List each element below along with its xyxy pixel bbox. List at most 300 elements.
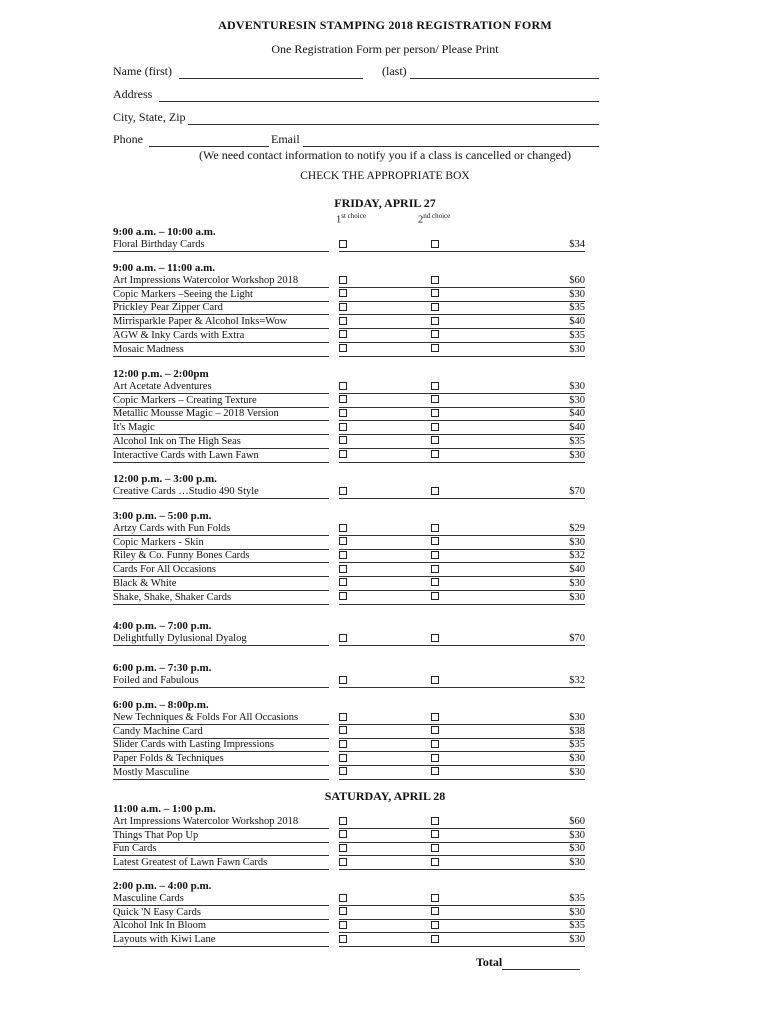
class-name: Cards For All Occasions	[113, 564, 329, 577]
class-row	[113, 344, 585, 357]
first-choice-checkbox[interactable]	[339, 830, 347, 838]
email-label: Email	[271, 132, 300, 146]
class-price: $35	[556, 893, 585, 906]
class-row	[113, 289, 585, 302]
second-choice-checkbox[interactable]	[431, 289, 439, 297]
day-heading: SATURDAY, APRIL 28	[324, 789, 446, 803]
second-choice-checkbox[interactable]	[431, 676, 439, 684]
first-choice-checkbox[interactable]	[339, 767, 347, 775]
first-choice-checkbox-cell	[339, 564, 414, 577]
first-choice-checkbox-cell	[339, 316, 414, 329]
first-choice-checkbox-cell	[339, 857, 414, 870]
class-name: Metallic Mousse Magic – 2018 Version	[113, 408, 329, 421]
first-choice-checkbox-cell	[339, 550, 414, 563]
first-choice-checkbox[interactable]	[339, 537, 347, 545]
second-choice-checkbox-cell	[431, 934, 506, 947]
first-choice-checkbox-cell	[339, 422, 414, 435]
first-choice-checkbox[interactable]	[339, 551, 347, 559]
class-price: $30	[556, 395, 585, 408]
underline-spacer	[414, 645, 431, 646]
address-label: Address	[113, 87, 153, 101]
first-choice-checkbox[interactable]	[339, 240, 347, 248]
class-price: $35	[556, 436, 585, 449]
class-price: $30	[556, 934, 585, 947]
class-row	[113, 330, 585, 343]
class-price: $70	[556, 633, 585, 646]
second-choice-checkbox-cell	[431, 408, 506, 421]
class-row	[113, 275, 585, 288]
second-choice-checkbox-cell	[431, 893, 506, 906]
underline-spacer	[506, 604, 556, 605]
class-name: Copic Markers - Skin	[113, 537, 329, 550]
class-row	[113, 422, 585, 435]
class-row	[113, 712, 585, 725]
class-row	[113, 767, 585, 780]
form-title: ADVENTURESIN STAMPING 2018 REGISTRATION FORM	[218, 18, 552, 32]
first-choice-checkbox[interactable]	[339, 754, 347, 762]
second-choice-checkbox[interactable]	[431, 713, 439, 721]
first-choice-checkbox[interactable]	[339, 330, 347, 338]
class-name: Things That Pop Up	[113, 830, 329, 843]
class-name: Mosaic Madness	[113, 344, 329, 357]
second-choice-checkbox-cell	[431, 486, 506, 499]
first-choice-checkbox-cell	[339, 739, 414, 752]
second-choice-checkbox[interactable]	[431, 767, 439, 775]
second-choice-checkbox[interactable]	[431, 844, 439, 852]
class-row	[113, 857, 585, 870]
class-price: $60	[556, 816, 585, 829]
first-choice-checkbox[interactable]	[339, 395, 347, 403]
class-price: $70	[556, 486, 585, 499]
class-name: Interactive Cards with Lawn Fawn	[113, 450, 329, 463]
address-field[interactable]	[159, 101, 599, 102]
city-field-row	[113, 110, 599, 126]
class-row	[113, 564, 585, 577]
class-row	[113, 592, 585, 605]
second-choice-checkbox-cell	[431, 316, 506, 329]
first-choice-checkbox[interactable]	[339, 382, 347, 390]
class-row	[113, 381, 585, 394]
second-choice-checkbox[interactable]	[431, 524, 439, 532]
first-choice-checkbox[interactable]	[339, 276, 347, 284]
class-price: $40	[556, 316, 585, 329]
class-name: Art Impressions Watercolor Workshop 2018	[113, 816, 329, 829]
class-name: Latest Greatest of Lawn Fawn Cards	[113, 857, 329, 870]
class-row	[113, 408, 585, 421]
first-choice-checkbox-cell	[339, 381, 414, 394]
second-choice-checkbox-cell	[431, 712, 506, 725]
class-price: $35	[556, 330, 585, 343]
second-choice-checkbox[interactable]	[431, 330, 439, 338]
class-name: Mirrisparkle Paper & Alcohol Inks=Wow	[113, 316, 329, 329]
second-choice-checkbox-cell	[431, 816, 506, 829]
class-row	[113, 816, 585, 829]
second-choice-checkbox-cell	[431, 592, 506, 605]
class-row	[113, 907, 585, 920]
second-choice-checkbox-cell	[431, 767, 506, 780]
class-row	[113, 316, 585, 329]
first-choice-checkbox[interactable]	[339, 289, 347, 297]
underline-spacer	[506, 498, 556, 499]
first-choice-checkbox[interactable]	[339, 894, 347, 902]
first-choice-checkbox[interactable]	[339, 423, 347, 431]
class-price: $35	[556, 302, 585, 315]
underline-spacer	[506, 687, 556, 688]
first-choice-checkbox-cell	[339, 767, 414, 780]
class-price: $30	[556, 843, 585, 856]
class-price: $30	[556, 450, 585, 463]
first-choice-checkbox-cell	[339, 436, 414, 449]
second-choice-checkbox[interactable]	[431, 907, 439, 915]
name-last-field[interactable]	[410, 78, 599, 79]
underline-spacer	[506, 779, 556, 780]
total-field[interactable]	[502, 959, 580, 970]
time-slot-heading: 2:00 p.m. – 4:00 p.m.	[113, 880, 212, 892]
class-price: $35	[556, 739, 585, 752]
time-slot-heading: 11:00 a.m. – 1:00 p.m.	[113, 803, 216, 815]
class-price: $30	[556, 344, 585, 357]
class-price: $30	[556, 537, 585, 550]
second-choice-checkbox-cell	[431, 302, 506, 315]
class-name: Prickley Pear Zipper Card	[113, 302, 329, 315]
class-price: $30	[556, 289, 585, 302]
class-name: Floral Birthday Cards	[113, 239, 329, 252]
first-choice-checkbox-cell	[339, 675, 414, 688]
second-choice-checkbox-cell	[431, 830, 506, 843]
second-choice-checkbox[interactable]	[431, 726, 439, 734]
name-first-field[interactable]	[179, 78, 363, 79]
class-row	[113, 843, 585, 856]
class-row	[113, 753, 585, 766]
second-choice-checkbox[interactable]	[431, 830, 439, 838]
time-slot-heading: 9:00 a.m. – 10:00 a.m.	[113, 226, 216, 238]
class-price: $32	[556, 550, 585, 563]
day-heading: FRIDAY, APRIL 27	[334, 196, 436, 210]
time-slot-heading: 3:00 p.m. – 5:00 p.m.	[113, 510, 212, 522]
class-row	[113, 920, 585, 933]
second-choice-checkbox-cell	[431, 633, 506, 646]
second-choice-checkbox[interactable]	[431, 754, 439, 762]
first-choice-checkbox-cell	[339, 816, 414, 829]
second-choice-checkbox[interactable]	[431, 537, 439, 545]
first-choice-checkbox-cell	[339, 408, 414, 421]
class-row	[113, 830, 585, 843]
first-choice-checkbox-cell	[339, 275, 414, 288]
total-row	[476, 955, 580, 970]
class-name: Fun Cards	[113, 843, 329, 856]
first-choice-checkbox-cell	[339, 633, 414, 646]
class-name: Artzy Cards with Fun Folds	[113, 523, 329, 536]
class-price: $30	[556, 857, 585, 870]
second-choice-checkbox[interactable]	[431, 578, 439, 586]
name-field-row	[113, 64, 599, 80]
first-choice-checkbox-cell	[339, 537, 414, 550]
time-slot-heading: 9:00 a.m. – 11:00 a.m.	[113, 262, 216, 274]
time-slot-heading: 12:00 p.m. – 3:00 p.m.	[113, 473, 217, 485]
underline-spacer	[414, 498, 431, 499]
second-choice-checkbox-cell	[431, 857, 506, 870]
class-name: Slider Cards with Lasting Impressions	[113, 739, 329, 752]
class-name: Delightfully Dylusional Dyalog	[113, 633, 329, 646]
city-label: City, State, Zip	[113, 110, 186, 124]
first-choice-checkbox[interactable]	[339, 634, 347, 642]
class-name: Mostly Masculine	[113, 767, 329, 780]
second-choice-checkbox[interactable]	[431, 592, 439, 600]
first-choice-checkbox[interactable]	[339, 844, 347, 852]
class-price: $30	[556, 830, 585, 843]
first-choice-checkbox[interactable]	[339, 303, 347, 311]
class-name: Creative Cards …Studio 490 Style	[113, 486, 329, 499]
name-last-label: (last)	[382, 64, 407, 78]
class-name: Art Impressions Watercolor Workshop 2018	[113, 275, 329, 288]
class-name: Copic Markers – Creating Texture	[113, 395, 329, 408]
first-choice-checkbox[interactable]	[339, 713, 347, 721]
second-choice-checkbox[interactable]	[431, 740, 439, 748]
second-choice-checkbox[interactable]	[431, 935, 439, 943]
first-choice-checkbox-cell	[339, 830, 414, 843]
second-choice-checkbox-cell	[431, 381, 506, 394]
class-price: $38	[556, 726, 585, 739]
class-name: Paper Folds & Techniques	[113, 753, 329, 766]
class-price: $40	[556, 564, 585, 577]
underline-spacer	[414, 462, 431, 463]
first-choice-checkbox-cell	[339, 578, 414, 591]
underline-spacer	[506, 645, 556, 646]
class-name: Art Acetate Adventures	[113, 381, 329, 394]
first-choice-checkbox[interactable]	[339, 740, 347, 748]
first-choice-checkbox[interactable]	[339, 726, 347, 734]
second-choice-checkbox-cell	[431, 843, 506, 856]
second-choice-checkbox[interactable]	[431, 382, 439, 390]
class-row	[113, 523, 585, 536]
class-row	[113, 239, 585, 252]
first-choice-checkbox[interactable]	[339, 524, 347, 532]
second-choice-checkbox[interactable]	[431, 423, 439, 431]
class-name: Layouts with Kiwi Lane	[113, 934, 329, 947]
second-choice-checkbox-cell	[431, 275, 506, 288]
second-choice-checkbox[interactable]	[431, 487, 439, 495]
second-choice-checkbox[interactable]	[431, 303, 439, 311]
second-choice-checkbox[interactable]	[431, 436, 439, 444]
underline-spacer	[414, 251, 431, 252]
first-choice-checkbox-cell	[339, 753, 414, 766]
class-name: Alcohol Ink on The High Seas	[113, 436, 329, 449]
first-choice-checkbox-cell	[339, 843, 414, 856]
class-name: Masculine Cards	[113, 893, 329, 906]
total-label: Total	[476, 955, 503, 969]
class-price: $32	[556, 675, 585, 688]
second-choice-checkbox[interactable]	[431, 395, 439, 403]
second-choice-checkbox[interactable]	[431, 894, 439, 902]
class-price: $29	[556, 523, 585, 536]
class-price: $60	[556, 275, 585, 288]
first-choice-checkbox[interactable]	[339, 436, 347, 444]
class-name: Foiled and Fabulous	[113, 675, 329, 688]
first-choice-checkbox[interactable]	[339, 592, 347, 600]
first-choice-checkbox-cell	[339, 486, 414, 499]
class-row	[113, 739, 585, 752]
time-slot-heading: 6:00 p.m. – 7:30 p.m.	[113, 662, 212, 674]
email-field[interactable]	[303, 146, 599, 147]
underline-spacer	[506, 462, 556, 463]
class-row	[113, 450, 585, 463]
class-row	[113, 550, 585, 563]
second-choice-checkbox[interactable]	[431, 858, 439, 866]
second-choice-checkbox[interactable]	[431, 276, 439, 284]
second-choice-header: $2^{nd choice}$	[418, 212, 451, 226]
first-choice-checkbox-cell	[339, 302, 414, 315]
first-choice-header: $1^{st choice}$	[336, 212, 366, 226]
underline-spacer	[414, 604, 431, 605]
first-choice-checkbox-cell	[339, 907, 414, 920]
first-choice-checkbox-cell	[339, 726, 414, 739]
second-choice-checkbox-cell	[431, 907, 506, 920]
first-choice-checkbox[interactable]	[339, 487, 347, 495]
second-choice-checkbox[interactable]	[431, 565, 439, 573]
first-choice-checkbox[interactable]	[339, 450, 347, 458]
class-name: Shake, Shake, Shaker Cards	[113, 592, 329, 605]
second-choice-checkbox[interactable]	[431, 317, 439, 325]
second-choice-checkbox-cell	[431, 436, 506, 449]
class-name: AGW & Inky Cards with Extra	[113, 330, 329, 343]
phone-field[interactable]	[149, 146, 269, 147]
underline-spacer	[414, 869, 431, 870]
class-row	[113, 633, 585, 646]
class-name: Alcohol Ink In Bloom	[113, 920, 329, 933]
second-choice-checkbox-cell	[431, 726, 506, 739]
first-choice-checkbox[interactable]	[339, 907, 347, 915]
first-choice-checkbox[interactable]	[339, 935, 347, 943]
first-choice-checkbox-cell	[339, 289, 414, 302]
first-choice-checkbox-cell	[339, 712, 414, 725]
second-choice-checkbox-cell	[431, 395, 506, 408]
second-choice-checkbox[interactable]	[431, 409, 439, 417]
underline-spacer	[414, 356, 431, 357]
time-slot-heading: 6:00 p.m. – 8:00p.m.	[113, 699, 209, 711]
class-row	[113, 675, 585, 688]
class-name: It's Magic	[113, 422, 329, 435]
second-choice-checkbox[interactable]	[431, 921, 439, 929]
class-name: Black & White	[113, 578, 329, 591]
class-price: $30	[556, 753, 585, 766]
first-choice-checkbox[interactable]	[339, 317, 347, 325]
class-row	[113, 395, 585, 408]
class-price: $30	[556, 578, 585, 591]
first-choice-checkbox[interactable]	[339, 565, 347, 573]
first-choice-checkbox[interactable]	[339, 921, 347, 929]
first-choice-checkbox-cell	[339, 893, 414, 906]
class-row	[113, 578, 585, 591]
first-choice-checkbox-cell	[339, 239, 414, 252]
second-choice-checkbox-cell	[431, 289, 506, 302]
second-choice-checkbox-cell	[431, 330, 506, 343]
class-price: $40	[556, 422, 585, 435]
class-price: $34	[556, 239, 585, 252]
class-price: $35	[556, 920, 585, 933]
class-row	[113, 934, 585, 947]
name-first-label: Name (first)	[113, 64, 172, 78]
second-choice-checkbox-cell	[431, 675, 506, 688]
time-slot-heading: 4:00 p.m. – 7:00 p.m.	[113, 620, 212, 632]
first-choice-checkbox[interactable]	[339, 817, 347, 825]
first-choice-checkbox[interactable]	[339, 409, 347, 417]
class-price: $30	[556, 592, 585, 605]
class-row	[113, 436, 585, 449]
class-name: Candy Machine Card	[113, 726, 329, 739]
second-choice-checkbox-cell	[431, 523, 506, 536]
class-row	[113, 893, 585, 906]
first-choice-checkbox[interactable]	[339, 344, 347, 352]
second-choice-checkbox-cell	[431, 422, 506, 435]
second-choice-checkbox-cell	[431, 344, 506, 357]
underline-spacer	[414, 779, 431, 780]
second-choice-checkbox-cell	[431, 550, 506, 563]
second-choice-checkbox[interactable]	[431, 450, 439, 458]
second-choice-checkbox-cell	[431, 450, 506, 463]
first-choice-checkbox[interactable]	[339, 578, 347, 586]
class-price: $30	[556, 381, 585, 394]
phone-email-row	[113, 132, 599, 148]
first-choice-checkbox-cell	[339, 395, 414, 408]
class-name: Copic Markers –Seeing the Light	[113, 289, 329, 302]
time-slot-heading: 12:00 p.m. – 2:00pm	[113, 368, 209, 380]
class-name: New Techniques & Folds For All Occasions	[113, 712, 329, 725]
class-price: $30	[556, 767, 585, 780]
class-price: $40	[556, 408, 585, 421]
underline-spacer	[414, 946, 431, 947]
second-choice-checkbox[interactable]	[431, 344, 439, 352]
second-choice-checkbox[interactable]	[431, 240, 439, 248]
second-choice-checkbox-cell	[431, 564, 506, 577]
underline-spacer	[506, 946, 556, 947]
form-subtitle: One Registration Form per person/ Please Print	[271, 42, 499, 56]
first-choice-checkbox[interactable]	[339, 858, 347, 866]
first-choice-checkbox-cell	[339, 450, 414, 463]
class-row	[113, 486, 585, 499]
second-choice-checkbox-cell	[431, 920, 506, 933]
underline-spacer	[506, 251, 556, 252]
second-choice-checkbox-cell	[431, 578, 506, 591]
first-choice-checkbox-cell	[339, 592, 414, 605]
check-instruction: CHECK THE APPROPRIATE BOX	[300, 170, 470, 182]
second-choice-checkbox-cell	[431, 537, 506, 550]
second-choice-checkbox-cell	[431, 753, 506, 766]
class-price: $30	[556, 907, 585, 920]
underline-spacer	[414, 687, 431, 688]
address-field-row	[113, 87, 599, 103]
underline-spacer	[506, 356, 556, 357]
class-row	[113, 537, 585, 550]
first-choice-checkbox-cell	[339, 330, 414, 343]
class-row	[113, 302, 585, 315]
second-choice-checkbox-cell	[431, 739, 506, 752]
phone-label: Phone	[113, 132, 143, 146]
first-choice-checkbox-cell	[339, 934, 414, 947]
second-choice-checkbox[interactable]	[431, 551, 439, 559]
first-choice-checkbox[interactable]	[339, 676, 347, 684]
class-price: $30	[556, 712, 585, 725]
second-choice-checkbox[interactable]	[431, 634, 439, 642]
class-row	[113, 726, 585, 739]
first-choice-checkbox-cell	[339, 523, 414, 536]
second-choice-checkbox-cell	[431, 239, 506, 252]
city-state-zip-field[interactable]	[188, 124, 599, 125]
second-choice-checkbox[interactable]	[431, 817, 439, 825]
first-choice-checkbox-cell	[339, 344, 414, 357]
contact-note: (We need contact information to notify you if a class is cancelled or changed)	[199, 148, 571, 162]
first-choice-checkbox-cell	[339, 920, 414, 933]
class-name: Riley & Co. Funny Bones Cards	[113, 550, 329, 563]
